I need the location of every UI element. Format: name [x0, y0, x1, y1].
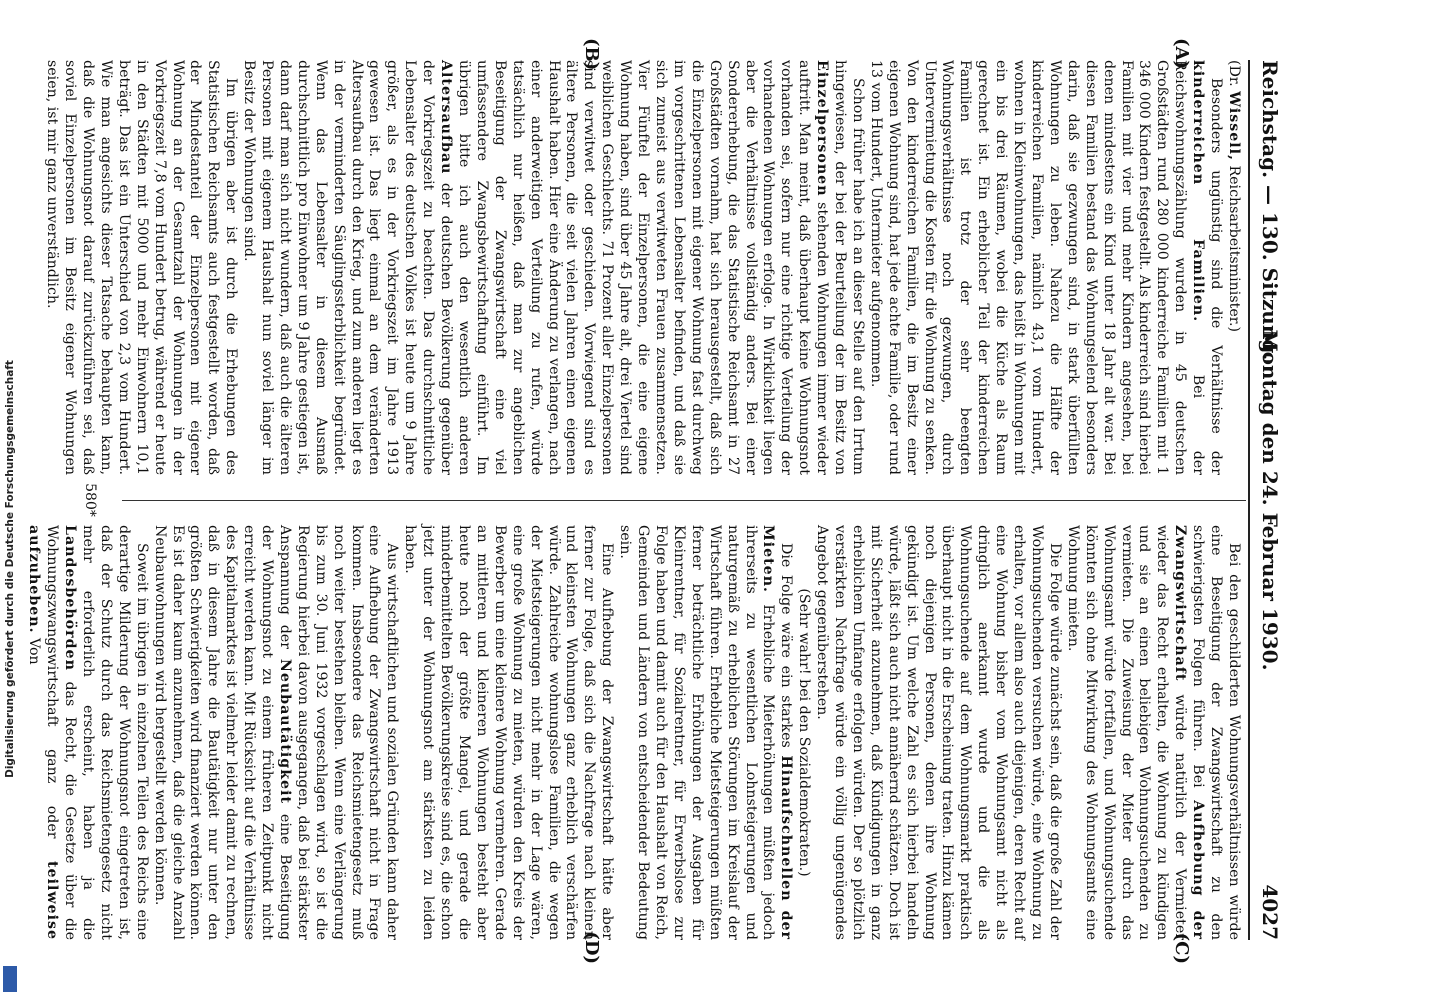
- header-rule: [1248, 60, 1250, 940]
- right-column: [26, 525, 1242, 940]
- paragraph: Eine Aufhebung der Zwangswirtschaft hätte aber ferner zur Folge, daß sich die Nachfrage nach kleinen und kleinsten Wohnungen ganz erheblich verschärfen würde. Zahlreiche wohnungslose Familien, die wegen der Mietsteigerungen nicht mehr in der Lage wären, eine große Wohnung zu mieten, würden den Kreis der Bewerber um eine kleinere Wohnung vermehren. Gerade an mittleren und kleineren Wohnungen besteht aber heute noch der größte Mangel, und gerade die minderbemittelten Bevölkerungskreise sind es, die schon jetzt unter der Wohnungsnot am stärksten zu leiden haben.: [402, 525, 616, 940]
- paragraph: Im übrigen aber ist durch die Erhebungen des Statistischen Reichsamts auch festgestellt worden, daß der Mindestanteil der Einzelpersonen mit eigener Wohnung an der Gesamtzahl der Wohnungen in der Vorkriegszeit 7,8 vom Hundert betrug, während er heute in den Städten mit 5000 und mehr Einwohnern 10,1 beträgt. Das ist ein Unterschied von 2,3 vom Hundert. Wie man angesichts dieser Tatsache behaupten kann, daß die Wohnungsnot darauf zurückzuführen sei, daß soviel Einzelpersonen im Besitz eigener Wohnungen seien, ist mir ganz unverständlich.: [44, 60, 240, 475]
- session-date: Montag den 24. Februar 1930.: [1258, 329, 1282, 671]
- paragraph: Die Folge wäre ein starkes Hinaufschnellen der Mieten. Erhebliche Mieterhöhungen müßten jedoch ihrerseits zu wesentlichen Lohnsteigerungen und naturgemäß zu erheblichen Störungen im Kreislauf der Wirtschaft führen. Erhebliche Mietsteigerungen müßten ferner beträchtliche Erhöhungen der Ausgaben für Kleinrentner, für Sozialrentner, für Erwerbslose zur Folge haben und damit auch für den Haushalt von Reich, Gemeinden und Ländern von entscheidender Bedeutung sein.: [617, 525, 795, 940]
- page-header: [1252, 60, 1282, 940]
- session-title: Reichstag. — 130. Sitzung.: [1258, 60, 1282, 361]
- margin-marker-a: (A): [1171, 38, 1192, 69]
- page-signature: 580*: [82, 483, 98, 517]
- margin-marker-b: (B): [581, 38, 602, 71]
- margin-marker-c: (C): [1171, 932, 1192, 964]
- speaker-name: Wissell,: [1226, 91, 1242, 161]
- page-number: 4027: [1258, 884, 1282, 940]
- document-page: [26, 38, 1292, 964]
- digitization-note: Digitalisierung gefördert durch die Deutsche Forschungsgemeinschaft: [4, 360, 16, 778]
- paragraph: Die Folge würde zunächst sein, daß die große Zahl der Wohnungsuchenden versuchen würde, eine Wohnung zu erhalten, vor allem also auch diejenigen, deren Recht auf eine Wohnung bisher vom Wohnungsamt nicht als dringlich anerkannt wurde und die als Wohnungsuchende auf dem Wohnungsmarkt praktisch überhaupt nicht in die Erscheinung traten. Hinzu kämen noch diejenigen Personen, denen ihre Wohnung gekündigt ist. Um welche Zahl es sich hierbei handeln würde, läßt sich auch nicht annähernd schätzen. Doch ist mit Sicherheit anzunehmen, daß Kündigungen in ganz erheblichem Umfange erfolgen würden. Der so plötzlich verstärkten Nachfrage würde ein völlig ungenügendes Angebot gegenüberstehen.: [814, 525, 1063, 940]
- column-divider: [122, 500, 1246, 501]
- paragraph: Besonders ungünstig sind die Verhältnisse der kinderreichen Familien. Bei der Reichswohnungszählung wurden in 45 deutschen Großstädten rund 280 000 kinderreiche Familien mit 1 346 000 Kindern festgestellt. Als kinderreich sind hierbei Familien mit vier und mehr Kindern angesehen, bei denen mindestens ein Kind unter 18 Jahr alt war. Bei diesen Familien bestand das Wohnungselend besonders darin, daß sie gezwungen sind, in stark überfüllten Wohnungen zu leben. Nahezu die Hälfte der kinderreichen Familien, nämlich 43,1 vom Hundert, wohnen in Kleinwohnungen, das heißt in Wohnungen mit ein bis drei Räumen, wobei die Küche als Raum gerechnet ist. Ein erheblicher Teil der kinderreichen Familien ist trotz der sehr beengten Wohnungsverhältnisse noch gezwungen, durch Untervermietung die Kosten für die Wohnung zu senken. Von den kinderreichen Familien, die im Besitz einer eigenen Wohnung sind, hat jede achte Familie, oder rund 13 vom Hundert, Untermieter aufgenommen.: [867, 60, 1225, 475]
- paragraph: Bei den geschilderten Wohnungsverhältnissen würde eine Beseitigung der Zwangswirtschaft zu den schwierigsten Folgen führen. Bei Aufhebung der Zwangswirtschaft würde natürlich der Vermieter wieder das Recht erhalten, die Wohnung zu kündigen und sie an einen beliebigen Wohnungsuchenden zu vermieten. Die Zuweisung der Mieter durch das Wohnungsamt würde fortfallen, und Wohnungsuchende könnten sich ohne Mitwirkung des Wohnungsamts eine Wohnung mieten.: [1064, 525, 1242, 940]
- interjection: (Sehr wahr! bei den Sozialdemokraten.): [796, 588, 813, 877]
- paragraph: Aus wirtschaftlichen und sozialen Gründen kann daher eine Aufhebung der Zwangswirtschaft nicht in Frage kommen. Insbesondere das Reichsmietengesetz muß noch weiter bestehen bleiben. Wenn eine Verlängerung bis zum 30. Juni 1932 vorgeschlagen wird, so ist die Regierung hierbei davon ausgegangen, daß bei stärkster Anspannung der Neubautätigkeit eine Beseitigung der Wohnungsnot zu einem früheren Zeitpunkt nicht erreicht werden kann. Mit Rücksicht auf die Verhältnisse des Kapitalmarktes ist vielmehr leider damit zu rechnen, daß in diesem Jahre die Bautätigkeit nur unter den größten Schwierigkeiten wird finanziert werden können. Es ist daher kaum anzunehmen, daß die gleiche Anzahl Neubauwohnungen wird hergestellt werden können.: [151, 525, 401, 940]
- paragraph: Soweit im übrigen in einzelnen Teilen des Reichs eine derartige Milderung der Wohnungsnot eingetreten ist, daß der Schutz durch das Reichsmietengesetz nicht mehr erforderlich erscheint, haben ja die Landesbehörden das Recht, die Gesetze über die Wohnungszwangswirtschaft ganz oder teilweise aufzuheben. Von: [26, 525, 150, 940]
- left-column: [44, 60, 1242, 475]
- paragraph: Schon früher habe ich an dieser Stelle auf den Irrtum hingewiesen, der bei der Beurteilung der im Besitz von Einzelpersonen stehenden Wohnungen immer wieder auftritt. Man meint, daß überhaupt keine Wohnungsnot vorhanden sei, sofern nur eine richtige Verteilung der vorhandenen Wohnungen erfolge. In Wirklichkeit liegen aber die Verhältnisse vollständig anders. Bei einer Sondererhebung, die das Statistische Reichsamt in 27 Großstädten vornahm, hat sich herausgestellt, daß sich die Einzelpersonen mit eigener Wohnung fast durchweg im vorgeschrittenen Lebensalter befinden, und daß sie sich zumeist aus verwitweten Frauen zusammensetzen. Vier Fünftel der Einzelpersonen, die eine eigene Wohnung haben, sind über 45 Jahre alt, drei Viertel sind weiblichen Geschlechts. 71 Prozent aller Einzelpersonen sind verwitwet oder geschieden. Vorwiegend sind es ältere Personen, die seit vielen Jahren einen eigenen Haushalt haben. Hier eine Änderung zu verlangen, nach einer anderweitigen Verteilung zu rufen, würde tatsächlich nur heißen, daß man zur angeblichen Beseitigung der Zwangswirtschaft eine viel umfassendere Zwangsbewirtschaftung einführt. Im übrigen bitte ich auch den wesentlich anderen Altersaufbau der deutschen Bevölkerung gegenüber der Vorkriegszeit zu beachten. Das durchschnittliche Lebensalter des deutschen Volkes ist heute um 9 Jahre größer, als es in der Vorkriegszeit im Jahre 1913 gewesen ist. Das liegt einmal an dem veränderten Altersaufbau durch den Krieg, und zum anderen liegt es in der verminderten Säuglingssterblichkeit begründet. Wenn das Lebensalter in diesem Ausmaß durchschnittlich pro Einwohner um 9 Jahre gestiegen ist, dann darf man sich nicht wundern, daß auch die älteren Personen mit eigenem Haushalt nun soviel länger im Besitz der Wohnungen sind.: [241, 60, 866, 475]
- dfg-logo-icon: [3, 966, 17, 992]
- speaker-line: (Dr. Wissell, Reichsarbeitsminister.): [1226, 60, 1242, 332]
- margin-marker-d: (D): [581, 931, 602, 964]
